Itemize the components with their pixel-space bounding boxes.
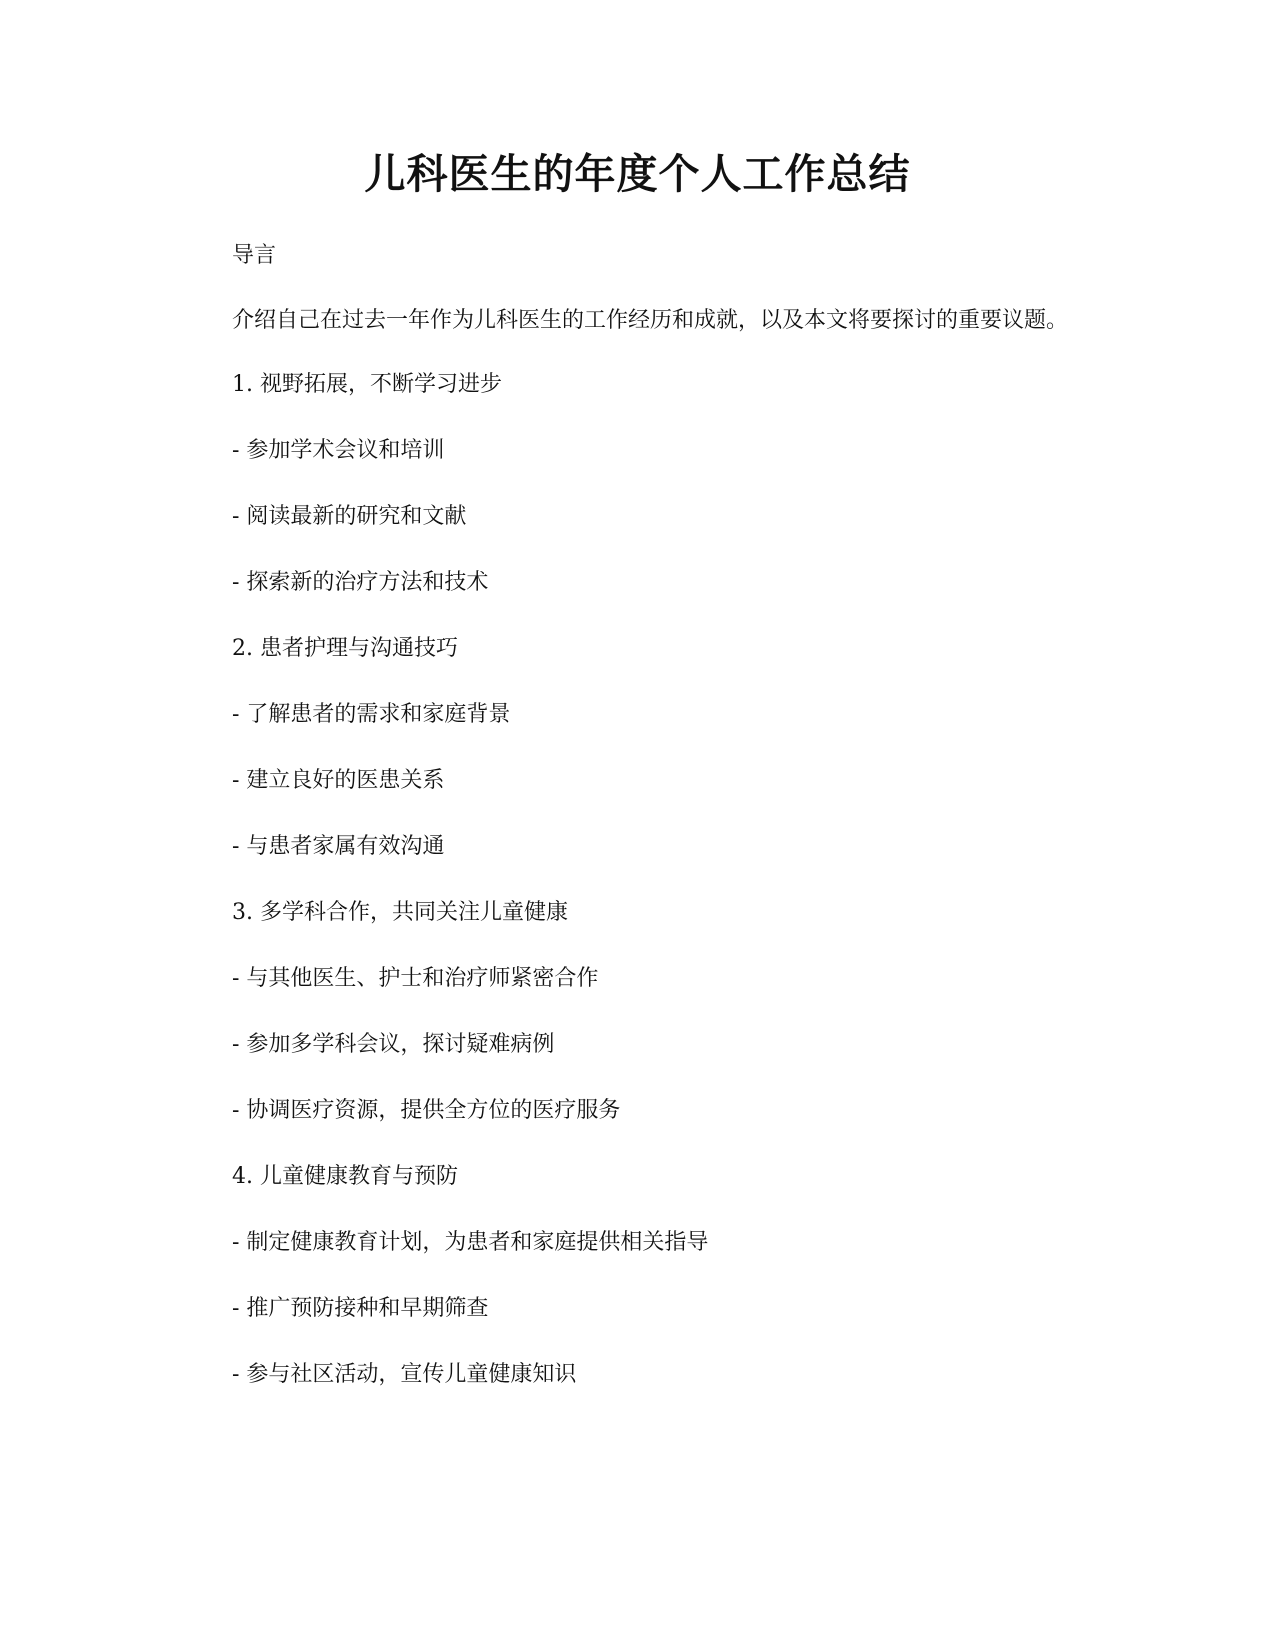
list-item: - 参与社区活动，宣传儿童健康知识 (232, 1362, 577, 1387)
intro-paragraph: 介绍自己在过去一年作为儿科医生的工作经历和成就，以及本文将要探讨的重要议题。 (232, 308, 1069, 333)
section-heading-2: 2. 患者护理与沟通技巧 (232, 636, 458, 661)
list-item: - 了解患者的需求和家庭背景 (232, 702, 511, 727)
list-item: - 参加多学科会议，探讨疑难病例 (232, 1032, 555, 1057)
document-body (188, 238, 1088, 1423)
section-heading-intro: 导言 (232, 243, 277, 268)
list-item: - 探索新的治疗方法和技术 (232, 570, 489, 595)
document-title: 儿科医生的年度个人工作总结 (364, 150, 911, 198)
list-item: - 协调医疗资源，提供全方位的医疗服务 (232, 1098, 621, 1123)
list-item: - 阅读最新的研究和文献 (232, 504, 467, 529)
list-item: - 参加学术会议和培训 (232, 438, 445, 463)
list-item: - 推广预防接种和早期筛查 (232, 1296, 489, 1321)
list-item: - 与其他医生、护士和治疗师紧密合作 (232, 966, 599, 991)
section-heading-4: 4. 儿童健康教育与预防 (232, 1164, 458, 1189)
list-item: - 制定健康教育计划，为患者和家庭提供相关指导 (232, 1230, 709, 1255)
list-item: - 与患者家属有效沟通 (232, 834, 445, 859)
section-heading-1: 1. 视野拓展，不断学习进步 (232, 372, 502, 397)
section-heading-3: 3. 多学科合作，共同关注儿童健康 (232, 900, 568, 925)
list-item: - 建立良好的医患关系 (232, 768, 445, 793)
